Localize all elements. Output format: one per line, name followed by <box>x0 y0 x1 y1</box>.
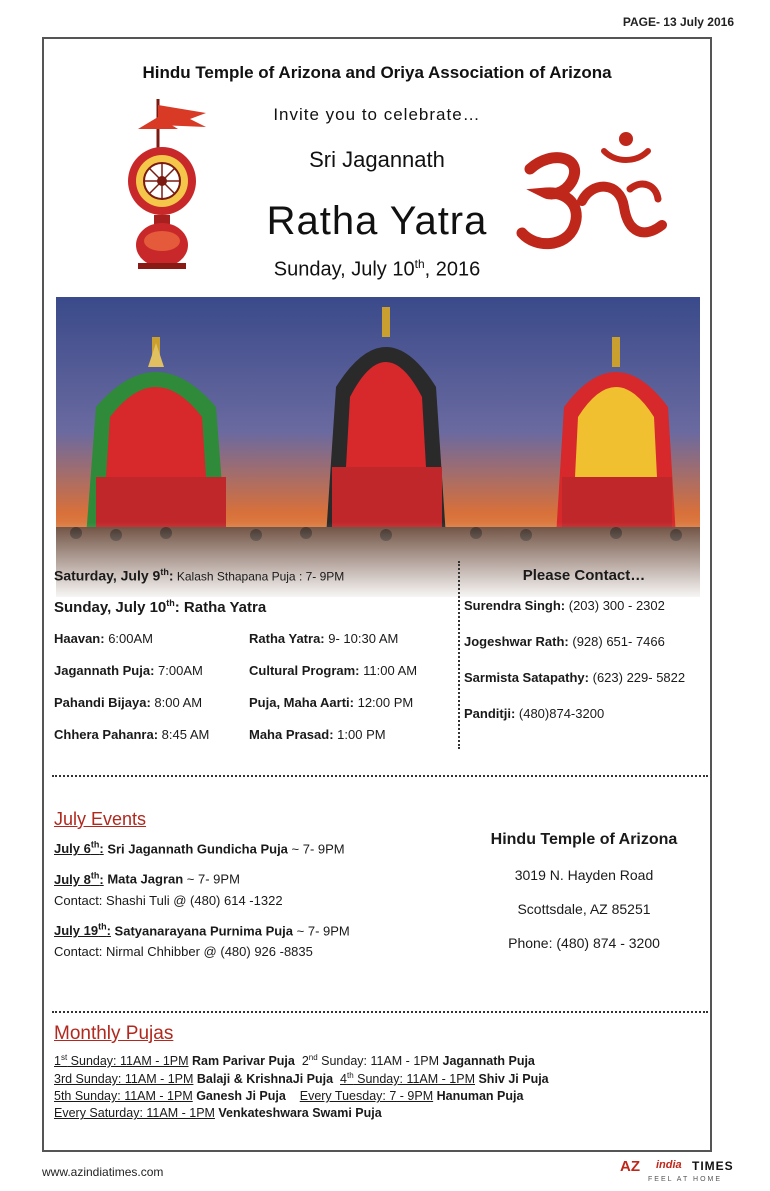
section-divider <box>52 775 708 777</box>
contact-row: Sarmista Satapathy: (623) 229- 5822 <box>464 670 686 685</box>
time-row: Chhera Pahanra: 8:45 AM Maha Prasad: 1:00 PM <box>54 727 386 742</box>
event-item: July 6th: Sri Jagannath Gundicha Puja ~ 7- 9PM <box>54 840 345 857</box>
contact-title: Please Contact… <box>522 567 646 584</box>
organizer-heading: Hindu Temple of Arizona and Oriya Association of Arizona <box>142 63 612 82</box>
page-label: PAGE- 13 July 2016 <box>622 15 734 29</box>
temple-address <box>464 831 704 969</box>
chakra-flag-emblem-icon <box>118 99 210 271</box>
time-row: Jagannath Puja: 7:00AM Cultural Program: 11:00 AM <box>54 663 418 678</box>
time-row: Pahandi Bijaya: 8:00 AM Puja, Maha Aarti: 12:00 PM <box>54 695 414 710</box>
contact-row: Panditji: (480)874-3200 <box>464 706 605 721</box>
event-date: Sunday, July 10th, 2016 <box>273 257 481 281</box>
puja-row: Every Saturday: 11AM - 1PM Venkateshwara Swami Puja <box>54 1106 382 1121</box>
deity-title: Sri Jagannath <box>309 147 445 172</box>
sunday-heading: Sunday, July 10th: Ratha Yatra <box>54 597 267 616</box>
time-row: Haavan: 6:00AM Ratha Yatra: 9- 10:30 AM <box>54 631 399 646</box>
contact-row: Surendra Singh: (203) 300 - 2302 <box>464 598 665 613</box>
flyer-frame <box>42 37 712 1152</box>
event-contact: Contact: Nirmal Chhibber @ (480) 926 -8835 <box>54 943 313 959</box>
monthly-pujas <box>54 1023 704 1120</box>
puja-row: 3rd Sunday: 11AM - 1PM Balaji & KrishnaJi Puja 4th Sunday: 11AM - 1PM Shiv Ji Puja <box>54 1071 549 1087</box>
contact-row: Jogeshwar Rath: (928) 651- 7466 <box>464 634 665 649</box>
july-events <box>54 809 474 959</box>
july-events-title: July Events <box>54 809 147 829</box>
contact-block <box>464 567 712 742</box>
schedule-block <box>54 567 454 742</box>
event-title: Ratha Yatra <box>266 199 488 243</box>
temple-phone: Phone: (480) 874 - 3200 <box>508 935 660 951</box>
vertical-divider <box>458 561 460 749</box>
temple-name: Hindu Temple of Arizona <box>490 831 678 848</box>
section-divider <box>52 1011 708 1013</box>
event-contact: Contact: Shashi Tuli @ (480) 614 -1322 <box>54 892 283 908</box>
temple-street: 3019 N. Hayden Road <box>514 867 654 883</box>
chariots-photo <box>56 297 700 597</box>
temple-city: Scottsdale, AZ 85251 <box>517 901 651 917</box>
event-item: July 19th: Satyanarayana Purnima Puja ~ 7- 9PM Contact: Nirmal Chhibber @ (480) 926 -8835 <box>54 922 474 959</box>
az-india-times-logo: AZ india TIMES FEEL AT HOME <box>620 1158 734 1183</box>
saturday-schedule: Saturday, July 9th: Kalash Sthapana Puja : 7- 9PM <box>54 567 345 584</box>
puja-row: 1st Sunday: 11AM - 1PM Ram Parivar Puja 2nd Sunday: 11AM - 1PM Jagannath Puja <box>54 1053 535 1069</box>
puja-row: 5th Sunday: 11AM - 1PM Ganesh Ji Puja Every Tuesday: 7 - 9PM Hanuman Puja <box>54 1089 524 1104</box>
om-symbol-icon <box>512 129 672 259</box>
sunday-times <box>54 631 464 759</box>
event-item: July 8th: Mata Jagran ~ 7- 9PM Contact: Shashi Tuli @ (480) 614 -1322 <box>54 870 474 907</box>
monthly-pujas-title: Monthly Pujas <box>54 1023 174 1044</box>
footer-url[interactable]: www.azindiatimes.com <box>42 1165 164 1179</box>
invite-text: Invite you to celebrate… <box>273 105 481 124</box>
